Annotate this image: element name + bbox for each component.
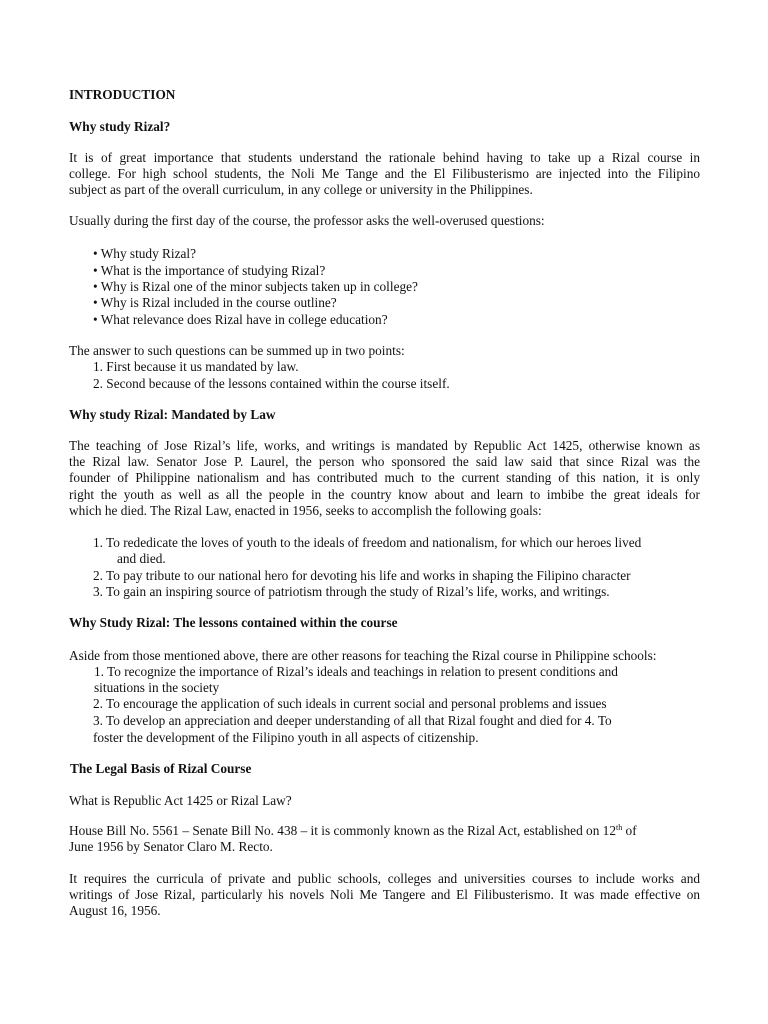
point-item: 2. Second because of the lessons contained within the course itself. xyxy=(93,376,450,391)
paragraph-line: which he died. The Rizal Law, enacted in 1956, seeks to accomplish the following goals: xyxy=(69,503,542,518)
ordinal-suffix: th xyxy=(615,823,623,832)
paragraph-line: college. For high school students, the Noli Me Tange and the El Filibusterismo are injected into the Filipino xyxy=(69,166,700,181)
reason-item: 2. To encourage the application of such ideals in current social and personal problems and issues xyxy=(93,696,607,711)
paragraph-line: June 1956 by Senator Claro M. Recto. xyxy=(69,839,273,854)
heading-introduction: INTRODUCTION xyxy=(69,87,176,102)
question-item: • Why is Rizal one of the minor subjects taken up in college? xyxy=(93,279,418,294)
paragraph-text: House Bill No. 5561 – Senate Bill No. 438 – it is commonly known as the Rizal Act, established on 12 xyxy=(69,823,616,838)
goal-item: and died. xyxy=(117,551,166,566)
paragraph-line: August 16, 1956. xyxy=(69,903,161,918)
paragraph-line: The answer to such questions can be summed up in two points: xyxy=(69,343,405,358)
reason-item: 3. To develop an appreciation and deeper understanding of all that Rizal fought and died for 4. To xyxy=(93,713,612,728)
heading-mandated-by-law: Why study Rizal: Mandated by Law xyxy=(69,407,276,422)
reason-item: situations in the society xyxy=(94,680,220,695)
paragraph-line: founder of Philippine nationalism and has contributed much to the current standing of this nation, it is only xyxy=(69,470,700,485)
paragraph-line: writings of Jose Rizal, particularly his novels Noli Me Tangere and El Filibusterismo. It was made effective on xyxy=(69,887,700,902)
paragraph-text: of xyxy=(622,823,637,838)
goal-item: 2. To pay tribute to our national hero for devoting his life and works in shaping the Filipino character xyxy=(93,568,631,583)
reason-item: foster the development of the Filipino youth in all aspects of citizenship. xyxy=(93,730,479,745)
paragraph-line: It is of great importance that students understand the rationale behind having to take up a Rizal course in xyxy=(69,150,700,165)
paragraph-line: Usually during the first day of the course, the professor asks the well-overused questions: xyxy=(69,213,545,228)
question-item: • Why is Rizal included in the course outline? xyxy=(93,295,337,310)
paragraph-line: right the youth as well as all the people in the country know about and learn to imbibe the great ideals for xyxy=(69,487,700,502)
question-item: • What is the importance of studying Rizal? xyxy=(93,263,326,278)
question-item: • What relevance does Rizal have in college education? xyxy=(93,312,388,327)
paragraph-line xyxy=(69,823,700,839)
goal-item: 3. To gain an inspiring source of patriotism through the study of Rizal’s life, works, and writings. xyxy=(93,584,610,599)
paragraph-line: The teaching of Jose Rizal’s life, works, and writings is mandated by Republic Act 1425, otherwise known as xyxy=(69,438,700,453)
paragraph-line: subject as part of the overall curriculum, in any college or university in the Philippines. xyxy=(69,182,533,197)
reason-item: 1. To recognize the importance of Rizal’s ideals and teachings in relation to present conditions and xyxy=(94,664,618,679)
question-item: • Why study Rizal? xyxy=(93,246,197,261)
paragraph-line: What is Republic Act 1425 or Rizal Law? xyxy=(69,793,292,808)
heading-legal-basis: The Legal Basis of Rizal Course xyxy=(70,761,252,776)
heading-why-study-rizal: Why study Rizal? xyxy=(69,119,171,134)
point-item: 1. First because it us mandated by law. xyxy=(93,359,299,374)
heading-lessons: Why Study Rizal: The lessons contained within the course xyxy=(69,615,398,630)
paragraph-line: It requires the curricula of private and public schools, colleges and universities courses to include works and xyxy=(69,871,700,886)
paragraph-line: Aside from those mentioned above, there are other reasons for teaching the Rizal course in Philippine schools: xyxy=(69,648,657,663)
goal-item: 1. To rededicate the loves of youth to the ideals of freedom and nationalism, for which our heroes lived xyxy=(93,535,642,550)
paragraph-line: the Rizal law. Senator Jose P. Laurel, the person who sponsored the said law said that since Rizal was the xyxy=(69,454,700,469)
